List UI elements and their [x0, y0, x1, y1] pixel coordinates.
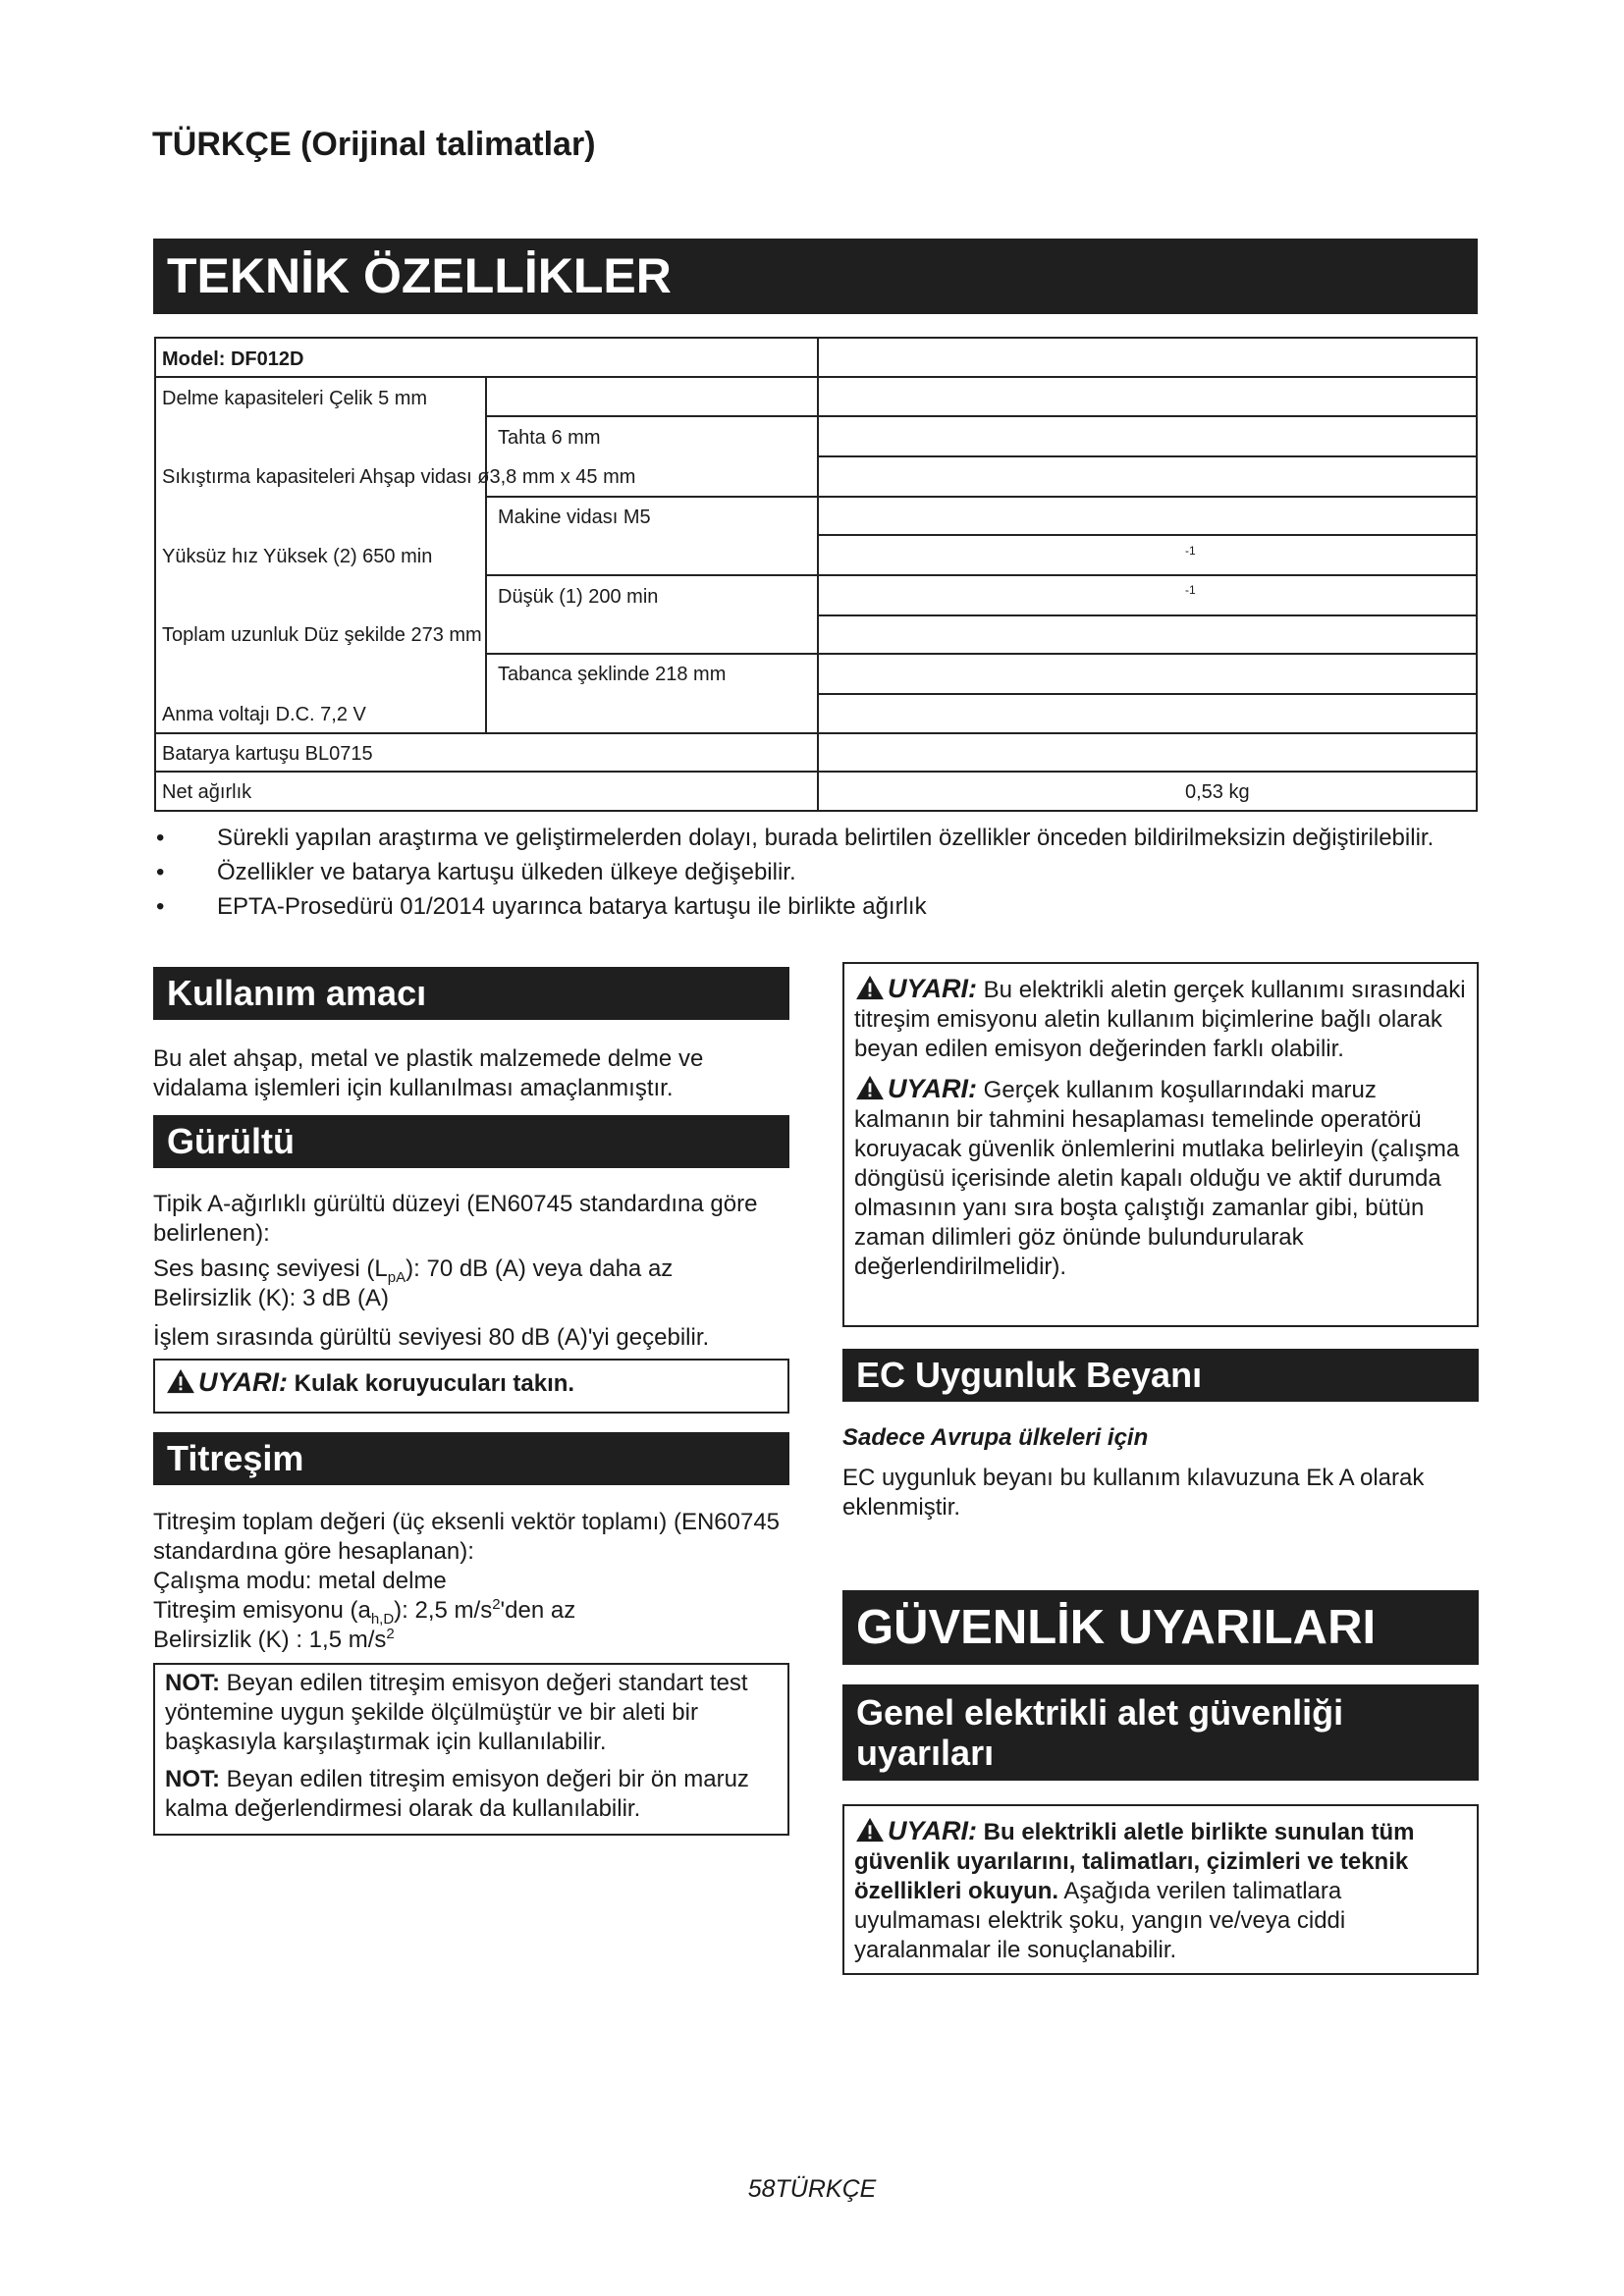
- noise-exceed-note: İşlem sırasında gürültü seviyesi 80 dB (A)'yi geçebilir.: [153, 1324, 710, 1351]
- table-row-line: [817, 376, 1478, 378]
- spec-exponent-high: -1: [1185, 544, 1196, 558]
- work-mode: Çalışma modu: metal delme: [153, 1568, 447, 1594]
- spec-drill-capacity: Delme kapasiteleri Çelik 5 mm: [162, 388, 428, 409]
- spec-net-weight-value: 0,53 kg: [1185, 781, 1250, 803]
- table-divider-main: [817, 337, 819, 810]
- vibration-note-box: [153, 1663, 789, 1836]
- page-language-title: TÜRKÇE (Orijinal talimatlar): [152, 126, 596, 163]
- table-row-line: [817, 614, 1478, 616]
- warning-2: UYARI: Gerçek kullanım koşullarındaki maruz kalmanın bir tahmini hesaplaması temelinde operatörü koruyacak güvenlik önlemlerini mutlaka belirleyin (çalışma döngüsü içerisinde aletin kapalı olduğu ve aktif durumda olmasının yanı sıra boşta çalıştığı zamanlar gibi, bütün zaman dilimleri göz önünde bulundurularak değerlendirilmelidir).: [854, 1074, 1460, 1280]
- noise-uncertainty: Belirsizlik (K): 3 dB (A): [153, 1285, 390, 1311]
- vibration-warning-box: [842, 962, 1479, 1327]
- vibration-heading: Titreşim: [153, 1432, 789, 1485]
- spec-pistol-length: Tabanca şeklinde 218 mm: [498, 664, 727, 685]
- list-item: • Sürekli yapılan araştırma ve geliştirmelerden dolayı, burada belirtilen özellikler önceden bildirilmeksizin değiştirilebilir.: [156, 825, 1435, 851]
- general-safety-warning-box: UYARI: Bu elektrikli aletle birlikte sunulan tüm güvenlik uyarılarını, talimatları, çizimleri ve teknik özellikleri okuyun. Aşağıda verilen talimatlara uyulmaması elektrik şoku, yangın ve/veya ciddi yaralanmalar ile sonuçlanabilir.: [842, 1804, 1479, 1975]
- warning-1: UYARI: Bu elektrikli aletin gerçek kullanımı sırasındaki titreşim emisyonu aletin kullanım biçimlerine bağlı olarak beyan edilen emisyon değerinden farklı olabilir.: [854, 974, 1466, 1062]
- page-footer: 58TÜRKÇE: [747, 2175, 877, 2203]
- table-row-line: [485, 415, 1478, 417]
- spec-overall-length: Toplam uzunluk Düz şekilde 273 mm: [162, 624, 482, 646]
- warning-label: UYARI:: [198, 1367, 288, 1397]
- note-2: NOT: Beyan edilen titreşim emisyon değeri bir ön maruz kalma değerlendirmesi olarak da kullanılabilir.: [165, 1766, 749, 1822]
- table-border-bottom: [154, 810, 1478, 812]
- table-row-line: [817, 693, 1478, 695]
- bullet-dot: •: [156, 893, 165, 920]
- spec-table: [154, 337, 1478, 812]
- table-row-line: [485, 653, 1478, 655]
- note-1: NOT: Beyan edilen titreşim emisyon değeri standart test yöntemine uygun şekilde ölçülmüştür ve bir aleti bir başkasıyla karşılaştırmak için kullanılabilir.: [165, 1670, 748, 1755]
- table-divider-secondary: [485, 376, 487, 732]
- spec-net-weight-label: Net ağırlık: [162, 781, 252, 803]
- ec-subtitle: Sadece Avrupa ülkeleri için: [842, 1424, 1149, 1451]
- intended-use-text: Bu alet ahşap, metal ve plastik malzemede delme ve vidalama işlemleri için kullanılması amaçlanmıştır.: [153, 1045, 704, 1101]
- spec-no-load-speed: Yüksüz hız Yüksek (2) 650 min: [162, 546, 433, 567]
- vibration-uncertainty: Belirsizlik (K) : 1,5 $m/s^2$: [153, 1626, 395, 1653]
- spec-fasten-capacity: Sıkıştırma kapasiteleri Ahşap vidası ø3,8 mm x 45 mm: [162, 466, 636, 488]
- spec-machine-screw: Makine vidası M5: [498, 507, 651, 528]
- spec-speed-low: Düşük (1) 200 min: [498, 586, 659, 608]
- warning-triangle-icon: [854, 1075, 886, 1100]
- table-row-line: [485, 574, 1478, 576]
- general-safety-heading: Genel elektrikli alet güvenliği uyarıları: [842, 1684, 1479, 1781]
- ec-declaration-heading: EC Uygunluk Beyanı: [842, 1349, 1479, 1402]
- spec-battery: Batarya kartuşu BL0715: [162, 743, 373, 765]
- safety-warnings-banner: GÜVENLİK UYARILARI: [842, 1590, 1479, 1665]
- bullet-dot: •: [156, 859, 165, 885]
- noise-heading: Gürültü: [153, 1115, 789, 1168]
- ear-protection-warning: [153, 1359, 789, 1414]
- bullet-dot: •: [156, 825, 165, 851]
- spec-notes-list: [154, 823, 1478, 926]
- list-item: • Özellikler ve batarya kartuşu ülkeden ülkeye değişebilir.: [156, 859, 796, 885]
- noise-text: [153, 1190, 787, 1353]
- spec-model: Model: DF012D: [162, 348, 304, 370]
- technical-specs-banner: TEKNİK ÖZELLİKLER: [153, 239, 1478, 314]
- table-row-line: [485, 496, 1478, 498]
- noise-level-intro: Tipik A-ağırlıklı gürültü düzeyi (EN60745 standardına göre belirlenen):: [153, 1191, 758, 1247]
- list-item: • EPTA-Prosedürü 01/2014 uyarınca batarya kartuşu ile birlikte ağırlık: [156, 893, 927, 920]
- table-row-line: [817, 455, 1478, 457]
- table-row-line: [817, 534, 1478, 536]
- warning-triangle-icon: [165, 1368, 196, 1394]
- table-border-left: [154, 337, 156, 812]
- warning-triangle-icon: [854, 975, 886, 1000]
- vibration-text: [153, 1508, 782, 1655]
- vibration-emission: Titreşim emisyonu $(a_{h,D})$: 2,5 $m/s^2'den$ az: [153, 1596, 576, 1628]
- table-row-line: [154, 732, 1478, 734]
- table-row-line: [154, 376, 817, 378]
- warning-triangle-icon: [854, 1817, 886, 1842]
- spec-drill-wood: Tahta 6 mm: [498, 427, 601, 449]
- intended-use-heading: Kullanım amacı: [153, 967, 789, 1020]
- ec-text: EC uygunluk beyanı bu kullanım kılavuzuna Ek A olarak eklenmiştir.: [842, 1465, 1425, 1521]
- table-row-line: [154, 771, 1478, 773]
- sound-pressure-line: Ses basınç seviyesi $(L_{pA})$: 70 dB (A) veya daha az: [153, 1255, 674, 1286]
- table-border-top: [154, 337, 1478, 339]
- warning-text: Kulak koruyucuları takın.: [294, 1370, 575, 1397]
- spec-rated-voltage: Anma voltajı D.C. 7,2 V: [162, 704, 366, 725]
- spec-exponent-low: -1: [1185, 583, 1196, 597]
- vibration-total-intro: Titreşim toplam değeri (üç eksenli vektör toplamı) (EN60745 standardına göre hesaplanan):: [153, 1509, 781, 1565]
